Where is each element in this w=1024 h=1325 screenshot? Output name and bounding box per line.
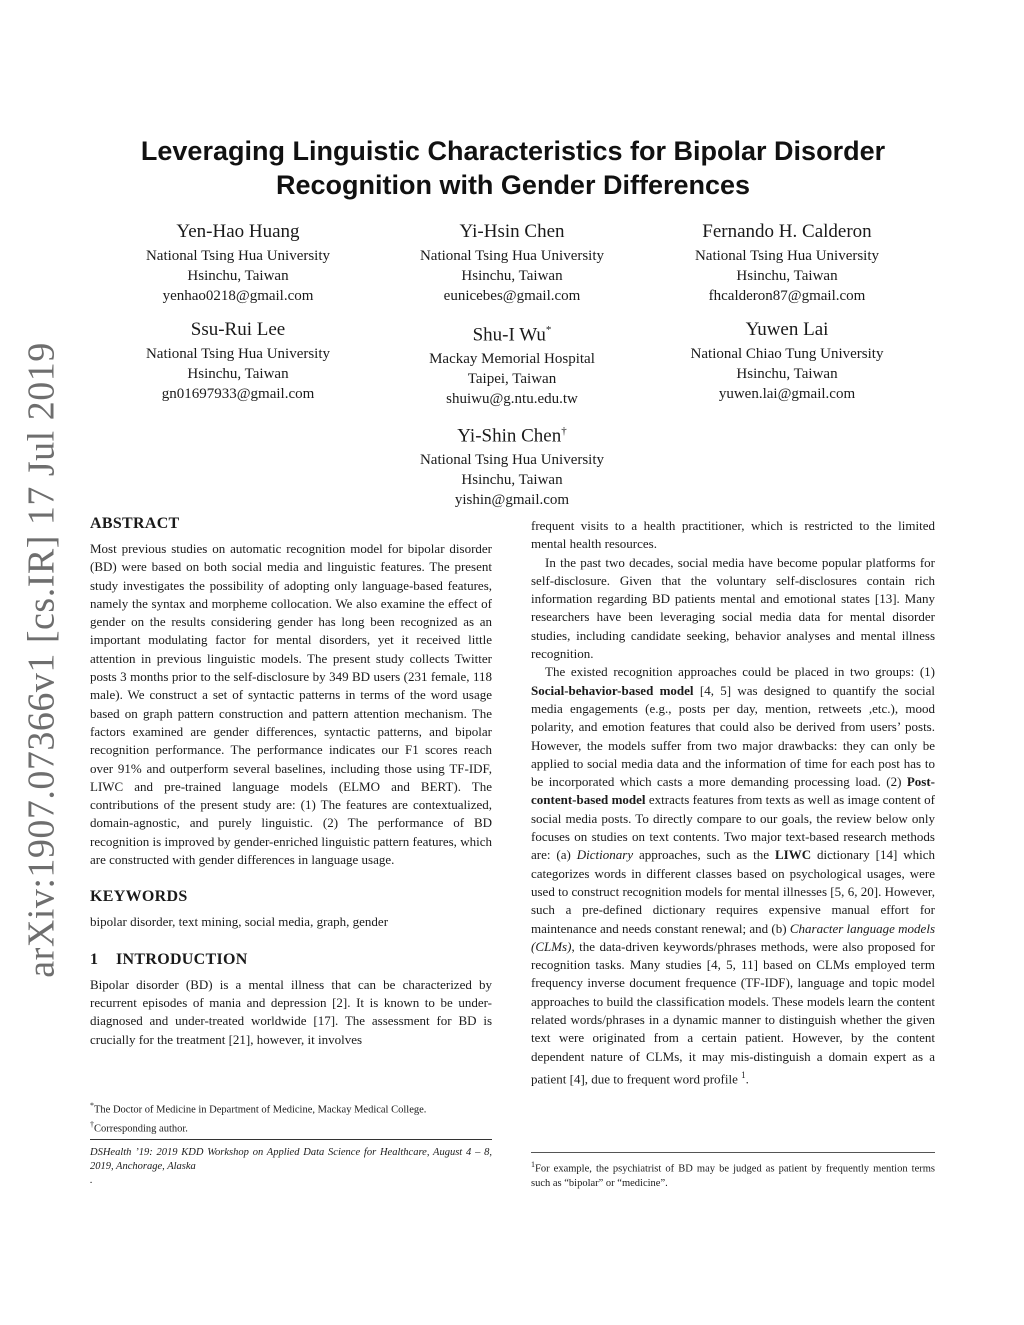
author-block <box>637 220 937 306</box>
author-location: Hsinchu, Taiwan <box>461 268 563 284</box>
footnote-reference: 1 <box>741 1069 746 1080</box>
footnote-mark: † <box>90 1119 94 1129</box>
section-heading-introduction <box>90 950 492 970</box>
right-footnote <box>531 1158 935 1191</box>
author-footnotes <box>90 1099 492 1136</box>
author-block <box>362 419 662 510</box>
author-name: Shu-I Wu* <box>472 324 552 346</box>
footnote-text: The Doctor of Medicine in Department of Medicine, Mackay Medical College. <box>94 1104 427 1116</box>
conference-info <box>90 1146 492 1188</box>
author-email: shuiwu@g.ntu.edu.tw <box>446 391 578 408</box>
author-location: Hsinchu, Taiwan <box>736 366 838 382</box>
author-name: Fernando H. Calderon <box>702 221 872 242</box>
right-footnote-divider <box>531 1152 935 1153</box>
author-location: Hsinchu, Taiwan <box>187 366 289 382</box>
keywords-heading: KEYWORDS <box>90 888 188 906</box>
term-clms: Character language models (CLMs) <box>531 920 936 954</box>
author-mark: † <box>561 425 567 437</box>
author-location: Hsinchu, Taiwan <box>736 268 838 284</box>
keywords-text: bipolar disorder, text mining, social media, graph, gender <box>90 914 389 930</box>
author-mark: * <box>545 324 552 336</box>
footnote-corresponding <box>90 1118 492 1137</box>
author-email: yuwen.lai@gmail.com <box>718 386 856 402</box>
author-affiliation: National Tsing Hua University <box>694 248 880 264</box>
author-email: yenhao0218@gmail.com <box>162 288 314 304</box>
author-email: eunicebes@gmail.com <box>443 288 581 304</box>
title-line-1: Leveraging Linguistic Characteristics for Bipolar Disorder <box>140 136 886 166</box>
author-name: Yi-Hsin Chen <box>459 221 565 242</box>
term-post-content-model: Post-content-based model <box>531 774 935 808</box>
author-affiliation: National Tsing Hua University <box>145 248 331 264</box>
author-block <box>637 318 937 404</box>
footnote-divider <box>90 1139 492 1140</box>
footnote-mark: * <box>90 1101 94 1110</box>
arxiv-identifier <box>21 342 64 978</box>
right-column <box>531 517 935 1089</box>
author-affiliation: National Tsing Hua University <box>419 248 605 264</box>
conference-text: DSHealth ’19: 2019 KDD Workshop on Applied Data Science for Healthcare, August 4 – 8, 2019, Anchorage, Alaska <box>90 1147 492 1172</box>
author-email: gn01697933@gmail.com <box>161 386 315 402</box>
footnote-doctor <box>90 1099 492 1118</box>
author-affiliation: National Tsing Hua University <box>145 346 331 362</box>
section-title: INTRODUCTION <box>116 950 248 968</box>
author-block <box>88 220 388 306</box>
author-name: Yen-Hao Huang <box>176 221 300 242</box>
author-name: Yi-Shin Chen† <box>457 425 567 447</box>
author-block <box>88 318 388 404</box>
author-name: Yuwen Lai <box>745 319 829 340</box>
abstract-heading: ABSTRACT <box>90 515 180 532</box>
intro-paragraph-2: In the past two decades, social media have become popular platforms for self-disclosure. Given that the voluntary self-disclosures contain rich information regarding BD patients mental and emotional states [13]. Many researchers have been leveraging social media data for mental disorder studies, including candidate seeking, behavior analyses and mental illness recognition. <box>531 554 935 662</box>
intro-paragraph-3: The existed recognition approaches could be placed in two groups: (1) Social-behavior-based model [4, 5] was designed to quantify the social media engagements (e.g., posts per day, mention, retweets ,etc.), mood polarity, and emotion features that could also be derived from users’ posts. However, the models suffer from two major drawbacks: they can only be applied to social media data and the information of time for each post has to be incorporated which casts a more demanding processing load. (2) Post-content-based model extracts features from texts as well as image content of social media posts. To directly compare to our goals, the review below only focuses on studies on text contents. Two major text-based research methods are: (a) Dictionary approaches, such as the LIWC dictionary [14] which categorizes words in different classes based on psychological usages, were used to construct recognition models for mental illnesses [5, 6, 20]. However, such a pre-defined dictionary requires expensive manual effort for maintenance and needs constant renewal; and (b) Character language models (CLMs), the data-driven keywords/phrases methods, were also proposed for recognition tasks. Many studies [4, 5, 11] based on CLMs employed term frequency inverse document frequence (TF-IDF), language and topic model approaches to build the classification models. These models learn the content related words/phrases in a dynamic manner to distinguish whether the given text were originated from a certain patient. However, by the content dependent nature of CLMs, it may mis-distinguish a domain expert as a patient [4], due to frequent word profile $^1$. <box>531 664 936 1087</box>
author-location: Taipei, Taiwan <box>467 371 557 388</box>
author-affiliation: National Chiao Tung University <box>690 346 884 362</box>
author-block <box>362 318 662 409</box>
paper-title <box>90 134 936 202</box>
intro-paragraph-1: Bipolar disorder (BD) is a mental illness that can be characterized by recurrent episodes of mania and depression [2]. It is known to be under-diagnosed and under-treated worldwide [17]. The assessment for BD is crucially for the treatment [21], however, it involves <box>90 976 492 1047</box>
footnote-mark: 1 <box>531 1160 535 1169</box>
term-liwc: LIWC <box>774 847 812 863</box>
footnote-text: For example, the psychiatrist of BD may be judged as patient by frequently mention terms such as “bipolar” or “medicine”. <box>531 1163 935 1189</box>
author-name: Ssu-Rui Lee <box>190 319 286 340</box>
title-line-2: Recognition with Gender Differences <box>275 170 751 200</box>
author-affiliation: Mackay Memorial Hospital <box>429 351 595 368</box>
term-social-behavior-model: Social-behavior-based model <box>531 682 694 698</box>
author-email: fhcalderon87@gmail.com <box>708 288 866 304</box>
footnote-text: Corresponding author. <box>94 1123 188 1134</box>
author-location: Hsinchu, Taiwan <box>187 268 289 284</box>
intro-paragraph-1-continued: frequent visits to a health practitioner, which is restricted to the limited mental health resources. <box>531 518 935 552</box>
author-affiliation: National Tsing Hua University <box>419 452 605 469</box>
author-block <box>362 220 662 306</box>
conference-dot: . <box>90 1175 93 1186</box>
abstract-text: Most previous studies on automatic recognition model for bipolar disorder (BD) were based on both social media and linguistic features. The present study investigates the possibility of adopting only language-based features, namely the syntax and morpheme collocation. We also examine the effect of gender on the results considering gender has long been recognized as an important modulating factor for mental disorders, yet it received little attention in previous linguistic models. The present study collects Twitter posts 3 months prior to the self-disclosure by 349 BD users (231 female, 118 male). We construct a set of syntactic patterns in terms of the word usage based on graph pattern construction and pattern attention mechanism. The factors examined are gender differences, syntactic patterns, and bipolar recognition performance. The performance indicates our F1 scores reach over 91% and outperform several baselines, including those using TF-IDF, LIWC and pre-trained language models (ELMO and BERT). The contributions of the present study are: (1) The features are contextualized, domain-agnostic, and purely linguistic. (2) The performance of BD recognition is improved by gender-enriched linguistic pattern features, which are constructed with gender differences in language usage. <box>90 541 492 868</box>
arxiv-identifier-text: arXiv:1907.07366v1 [cs.IR] 17 Jul 2019 <box>21 342 64 978</box>
author-location: Hsinchu, Taiwan <box>461 472 563 489</box>
left-column <box>90 514 492 1049</box>
author-email: yishin@gmail.com <box>454 492 570 509</box>
term-dictionary: Dictionary <box>576 847 634 863</box>
section-number: 1 <box>90 950 99 968</box>
